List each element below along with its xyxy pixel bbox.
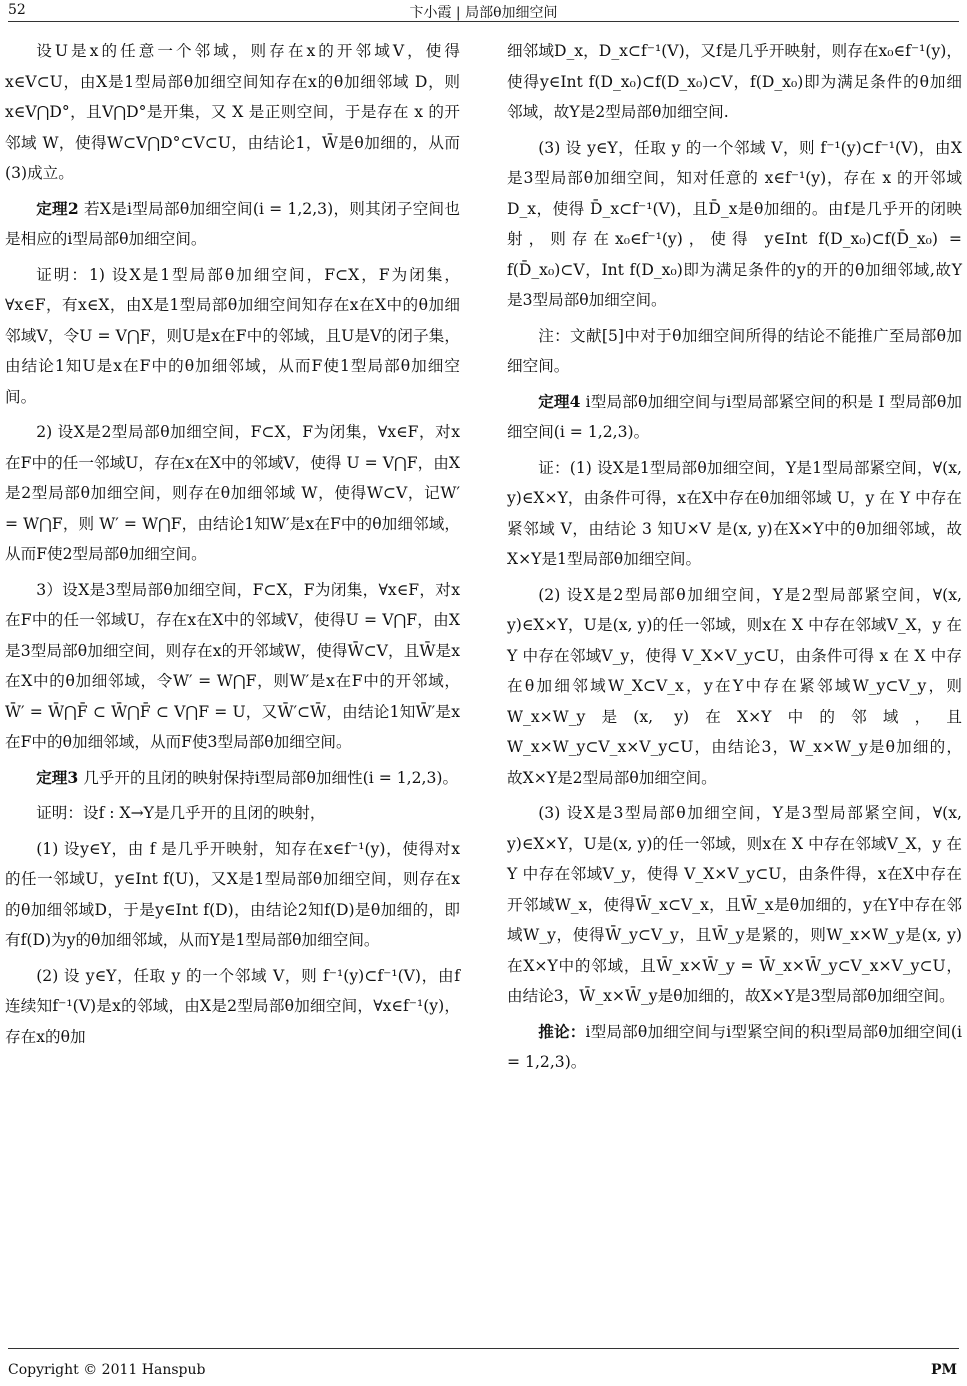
header-rule — [8, 21, 959, 22]
page-header — [0, 0, 967, 22]
paragraph: 细邻域D_x，D_x⊂f⁻¹(V)，又f是几乎开映射，则存在x₀∈f⁻¹(y)，使得y∈Int f(D_x₀)⊂f(D_x₀)⊂V，f(D_x₀)即为满足条件的θ加细邻域，故Y是2型局部θ加细空间. — [507, 42, 962, 121]
corollary: 推论：i型局部θ加细空间与i型紧空间的积i型局部θ加细空间(i = 1,2,3)。 — [507, 1021, 962, 1071]
heading-label: 推论： — [538, 1021, 586, 1041]
page-number: 52 — [8, 2, 26, 18]
heading-label: 定理2 — [36, 198, 79, 218]
paragraph: 设U是x的任意一个邻域，则存在x的开邻域V，使得x∈V⊂U，由X是1型局部θ加细空间知存在x的θ加细邻域 D，则x∈V⋂D°，且V⋂D°是开集，又 X 是正则空间，于是存在 x 的开邻域 W，使得W⊂V⋂D°⊂V⊂U，由结论1，W̄是θ加细的，从而(3)成立。 — [5, 42, 460, 182]
running-head: 卞小霞 | 局部θ加细空间 — [409, 5, 558, 21]
copyright-notice: Copyright © 2011 Hanspub — [8, 1362, 206, 1378]
paragraph: 证明：1) 设X是1型局部θ加细空间，F⊂X，F为闭集，∀x∈F，有x∈X，由X是1型局部θ加细空间知存在x在X中的θ加细邻域V，令U = V⋂F，则U是x在F中的邻域，且U是V的闭子集，由结论1知U是x在F中的θ加细邻域，从而F使1型局部θ加细空间。 — [5, 265, 460, 406]
theorem-3: 定理3 几乎开的且闭的映射保持i型局部θ加细性(i = 1,2,3)。 — [36, 767, 459, 787]
paragraph: (2) 设X是2型局部θ加细空间，Y是2型局部紧空间，∀(x, y)∈X×Y，U是(x, y)的任一邻域，则x在 X 中存在邻域V_X，y 在 Y 中存在邻域V_y，使得 V_X×V_y⊂U，由条件可得 x 在 X 中存在θ加细邻域W_X⊂V_x，y在Y中存在紧邻域W_y⊂V_y，则W_x×W_y是(x, y)在X×Y中的邻域，且W_x×W_y⊂V_x×V_y⊂U，由结论3，W_x×W_y是θ加细的，故X×Y是2型局部θ加细空间。 — [507, 585, 962, 787]
page-footer — [0, 1348, 967, 1386]
left-column — [5, 36, 460, 1057]
theorem-2: 定理2 若X是i型局部θ加细空间(i = 1,2,3)，则其闭子空间也是相应的i型局部θ加细空间。 — [5, 198, 460, 248]
heading-label: 定理4 — [538, 391, 581, 411]
journal-abbrev: PM — [930, 1362, 957, 1378]
paragraph: 证：(1) 设X是1型局部θ加细空间，Y是1型局部紧空间，∀(x, y)∈X×Y，由条件可得，x在X中存在θ加细邻域 U，y 在 Y 中存在紧邻域 V，由结论 3 知U×V 是(x, y)在X×Y中的θ加细邻域，故X×Y是1型局部θ加细空间。 — [507, 458, 962, 568]
note: 注：文献[5]中对于θ加细空间所得的结论不能推广至局部θ加细空间。 — [507, 326, 962, 375]
paragraph: (3) 设X是3型局部θ加细空间，Y是3型局部紧空间，∀(x, y)∈X×Y，U是(x, y)的任一邻域，则x在 X 中存在邻域V_X，y 在 Y 中存在邻域V_y，使得 V_X×V_y⊂U，由条件得，x在X中存在开邻域W_x，使得W̄_x⊂V_x，且W̄_x是θ加细的，y在Y中存在邻域W_y，使得W̄_y⊂V_y，且W̄_y是紧的，则W_x×W_y是(x, y)在X×Y中的邻域，且W̄_x×W̄_y = W̄_x×W̄_y⊂V_x×V_y⊂U，由结论3，W̄_x×W̄_y是θ加细的，故X×Y是3型局部θ加细空间。 — [507, 804, 962, 1005]
paragraph: (1) 设y∈Y，由 f 是几乎开映射，知存在x∈f⁻¹(y)，使得对x的任一邻域U，y∈Int f(U)，又X是1型局部θ加细空间，则存在x的θ加细邻域D，于是y∈Int f(D)，由结论2知f(D)是θ加细的，即有f(D)为y的θ加细邻域，从而Y是1型局部θ加细空间。 — [5, 839, 460, 949]
footer-rule — [8, 1348, 959, 1349]
theorem-4: 定理4 i型局部θ加细空间与i型局部紧空间的积是 I 型局部θ加细空间(i = 1,2,3)。 — [507, 391, 962, 441]
right-column — [507, 36, 962, 1083]
heading-label: 定理3 — [36, 767, 79, 787]
paragraph: (3) 设 y∈Y，任取 y 的一个邻域 V，则 f⁻¹(y)⊂f⁻¹(V)，由X是3型局部θ加细空间，知对任意的 x∈f⁻¹(y)，存在 x 的开邻域 D_x，使得 D̄_x⊂f⁻¹(V)，且D̄_x是θ加细的。由f是几乎开的闭映射，则存在x₀∈f⁻¹(y)，使得 y∈Int f(D_x₀)⊂f(D̄_x₀) = f(D̄_x₀)⊂V，Int f(D_x₀)即为满足条件的y的开的θ加细邻域,故Y是3型局部θ加细空间。 — [507, 138, 962, 309]
paragraph: 3）设X是3型局部θ加细空间，F⊂X，F为闭集，∀x∈F，对x在F中的任一邻域U，存在x在X中的邻域V，使得U = V⋂F，由X是3型局部θ加细空间，则存在x的开邻域W，使得W̄⊂V，且W̄是x在X中的θ加细邻域，令W′ = W⋂F，则W′是x在F中的开邻域，W̄′ = W̄⋂F̄ ⊂ W̄⋂F̄ ⊂ V⋂F = U，又W̄′⊂W̄，由结论1知W̄′是x在F中的θ加细邻域，从而F使3型局部θ加细空间。 — [5, 580, 460, 751]
paragraph: 2) 设X是2型局部θ加细空间，F⊂X，F为闭集，∀x∈F，对x在F中的任一邻域U，存在x在X中的邻域V，使得 U = V⋂F，由X是2型局部θ加细空间，则存在θ加细邻域 W，使得W⊂V，记W′ = W⋂F，则 W′ = W⋂F，由结论1知W′是x在F中的θ加细邻域，从而F使2型局部θ加细空间。 — [5, 423, 460, 563]
paragraph: 证明：设f : X→Y是几乎开的且闭的映射， — [36, 804, 326, 822]
paragraph: (2) 设 y∈Y，任取 y 的一个邻域 V，则 f⁻¹(y)⊂f⁻¹(V)，由f连续知f⁻¹(V)是x的邻域，由X是2型局部θ加细空间，∀x∈f⁻¹(y)，存在x的θ加 — [5, 966, 460, 1046]
